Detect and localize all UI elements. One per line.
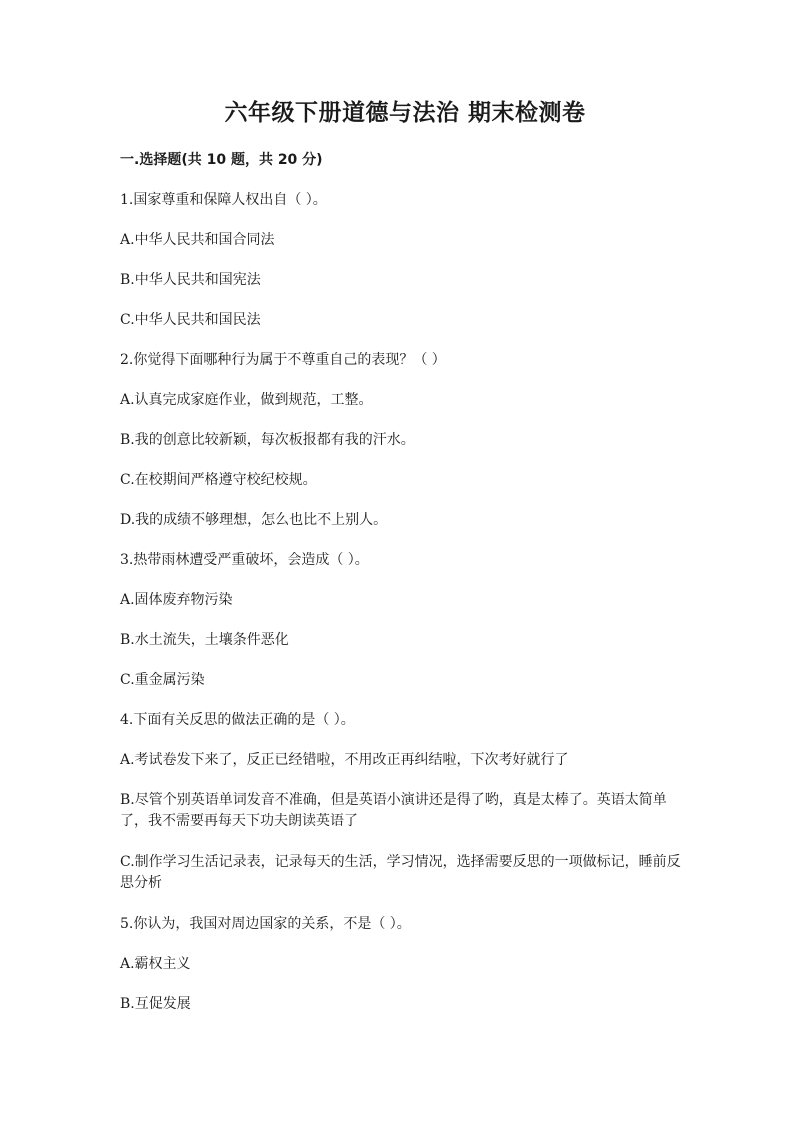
option-b: B.互促发展 [120, 996, 191, 1012]
question-stem: 5.你认为，我国对周边国家的关系，不是（ ）。 [120, 916, 411, 932]
option-b: B.水土流失，土壤条件恶化 [120, 632, 289, 648]
option-c: C.制作学习生活记录表，记录每天的生活，学习情况，选择需要反思的一项做标记，睡前反思分析 [120, 854, 681, 891]
question-4 [120, 710, 690, 894]
option-c: C.中华人民共和国民法 [120, 312, 261, 328]
question-3 [120, 550, 690, 690]
option-d: D.我的成绩不够理想，怎么也比不上别人。 [120, 512, 388, 528]
question-stem: 3.热带雨林遭受严重破坏，会造成（ ）。 [120, 552, 369, 568]
question-1 [120, 190, 690, 330]
question-2 [120, 350, 690, 530]
option-a: A.固体废弃物污染 [120, 592, 233, 608]
option-a: A.中华人民共和国合同法 [120, 232, 275, 248]
option-b: B.尽管个别英语单词发音不准确，但是英语小演讲还是得了哟，真是太棒了。英语太简单了，我不需要再每天下功夫朗读英语了 [120, 792, 667, 829]
page-title: 六年级下册道德与法治 期末检测卷 [224, 99, 586, 126]
option-c: C.在校期间严格遵守校纪校规。 [120, 472, 317, 488]
question-stem: 4.下面有关反思的做法正确的是（ ）。 [120, 712, 355, 728]
option-b: B.中华人民共和国宪法 [120, 272, 261, 288]
question-stem: 2.你觉得下面哪种行为属于不尊重自己的表现？（ ） [120, 352, 446, 368]
option-b: B.我的创意比较新颖，每次板报都有我的汗水。 [120, 432, 415, 448]
option-a: A.霸权主义 [120, 956, 191, 972]
question-5 [120, 914, 690, 1014]
question-stem: 1.国家尊重和保障人权出自（ ）。 [120, 192, 327, 208]
section-heading: 一.选择题(共 10 题，共 20 分) [120, 152, 323, 168]
option-a: A.考试卷发下来了，反正已经错啦，不用改正再纠结啦，下次考好就行了 [120, 752, 569, 768]
option-a: A.认真完成家庭作业，做到规范，工整。 [120, 392, 373, 408]
option-c: C.重金属污染 [120, 672, 205, 688]
